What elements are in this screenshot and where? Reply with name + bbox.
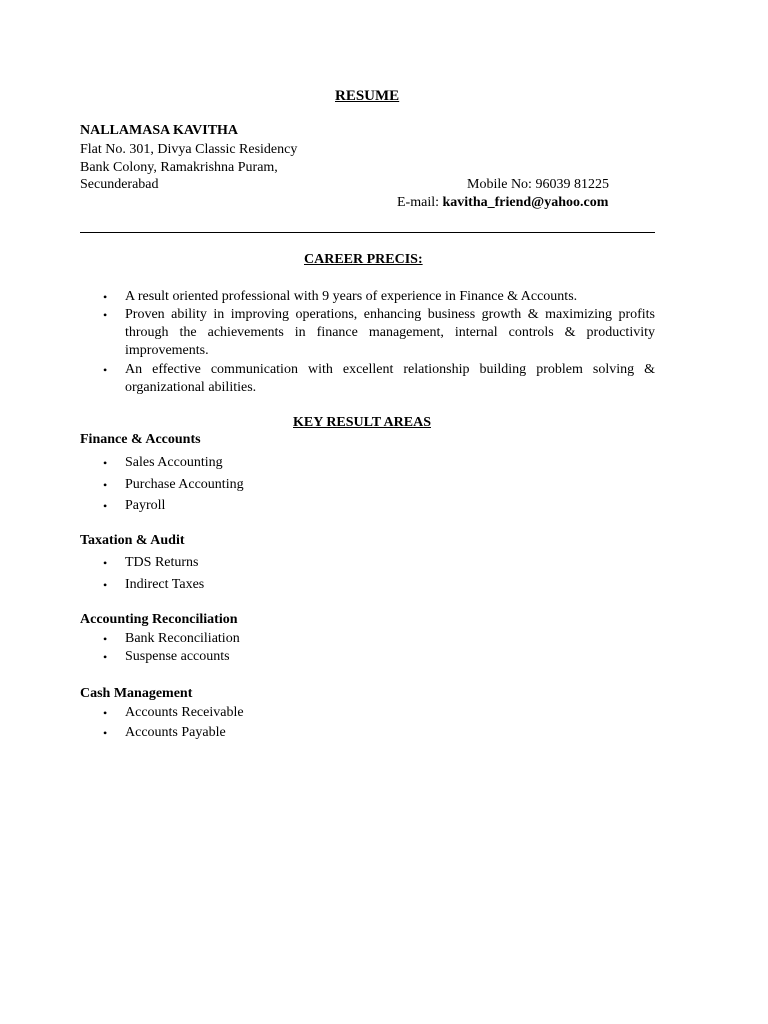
list-item: Accounts Payable xyxy=(125,725,226,740)
bullet-icon: • xyxy=(103,456,108,470)
bullet-icon: • xyxy=(103,706,108,720)
list-item: Sales Accounting xyxy=(125,455,223,470)
header-divider xyxy=(80,232,655,233)
key-result-areas-heading: KEY RESULT AREAS xyxy=(293,415,431,430)
bullet-icon: • xyxy=(103,499,108,513)
email-address: kavitha_friend@yahoo.com xyxy=(442,195,609,210)
bullet-icon: • xyxy=(103,363,108,377)
bullet-icon: • xyxy=(103,308,108,322)
list-item: Bank Reconciliation xyxy=(125,631,240,646)
section-title-cash-management: Cash Management xyxy=(80,686,193,701)
email-label: E-mail: xyxy=(397,195,443,210)
list-item: Purchase Accounting xyxy=(125,477,244,492)
precis-item-2: Proven ability in improving operations, enhancing business growth & maximizing profits through the achievements in finance management, internal controls & productivity improvements. xyxy=(125,307,655,358)
mobile-number: Mobile No: 96039 81225 xyxy=(467,177,609,192)
section-title-accounting-reconciliation: Accounting Reconciliation xyxy=(80,612,238,627)
list-item: Accounts Receivable xyxy=(125,705,244,720)
address-line-3: Secunderabad xyxy=(80,177,159,192)
bullet-icon: • xyxy=(103,726,108,740)
list-item: Payroll xyxy=(125,498,166,513)
section-title-taxation-audit: Taxation & Audit xyxy=(80,533,185,548)
candidate-name: NALLAMASA KAVITHA xyxy=(80,123,239,138)
email-line xyxy=(397,195,608,211)
bullet-icon: • xyxy=(103,632,108,646)
bullet-icon: • xyxy=(103,556,108,570)
list-item: Indirect Taxes xyxy=(125,577,205,592)
address-line-1: Flat No. 301, Divya Classic Residency xyxy=(80,142,298,157)
list-item: Suspense accounts xyxy=(125,649,230,664)
bullet-icon: • xyxy=(103,290,108,304)
list-item: TDS Returns xyxy=(125,555,199,570)
address-line-2: Bank Colony, Ramakrishna Puram, xyxy=(80,160,278,175)
precis-item-1: A result oriented professional with 9 years of experience in Finance & Accounts. xyxy=(125,289,578,304)
bullet-icon: • xyxy=(103,478,108,492)
career-precis-heading: CAREER PRECIS: xyxy=(304,252,423,267)
bullet-icon: • xyxy=(103,578,108,592)
section-title-finance-accounts: Finance & Accounts xyxy=(80,432,201,447)
precis-item-3: An effective communication with excellent relationship building problem solving & organizational abilities. xyxy=(125,362,655,395)
bullet-icon: • xyxy=(103,650,108,664)
resume-title: RESUME xyxy=(335,88,400,104)
